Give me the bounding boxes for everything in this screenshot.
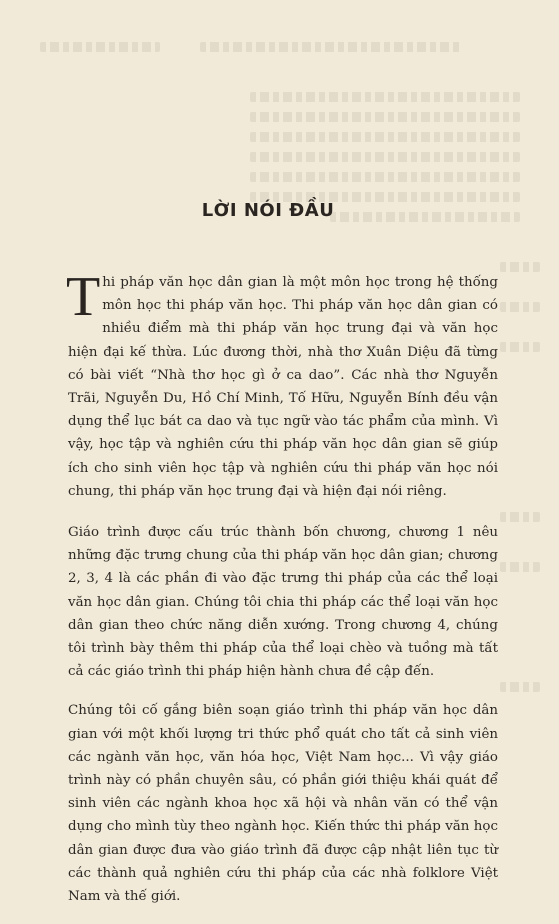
paragraph-3	[68, 699, 498, 908]
document-page	[68, 200, 498, 924]
drop-cap-letter: T	[66, 266, 101, 328]
paragraph-1-text: hi pháp văn học dân gian là một môn học trong hệ thống môn học thi pháp văn học. Thi pháp văn học dân gian có nhiều điểm mà thi pháp văn học trung đại và văn học hiện đại kế thừa. Lúc đương thời, nhà thơ Xuân Diệu đã từng có bài viết “Nhà thơ học gì ở ca dao”. Các nhà thơ Nguyễn Trãi, Nguyễn Du, Hồ Chí Minh, Tố Hữu, Nguyễn Bính đều vận dụng thể lục bát ca dao và tục ngữ vào tác phẩm của mình. Vì vậy, học tập và nghiên cứu thi pháp văn học dân gian sẽ giúp ích cho sinh viên học tập và nghiên cứu thi pháp văn học nói chung, thi pháp văn học trung đại và hiện đại nói riêng.	[68, 275, 498, 499]
paragraph-2-text: Giáo trình được cấu trúc thành bốn chương, chương 1 nêu những đặc trưng chung của thi pháp văn học dân gian; chương 2, 3, 4 là các phần đi vào đặc trưng thi pháp của các thể loại văn học dân gian. Chúng tôi chia thi pháp các thể loại văn học dân gian theo chức năng diễn xướng. Trong chương 4, chúng tôi trình bày thêm thi pháp của thể loại chèo và tuồng mà tất cả các giáo trình thi pháp hiện hành chưa đề cập đến.	[68, 525, 498, 680]
paragraph-2	[68, 521, 498, 683]
paragraph-3-text: Chúng tôi cố gắng biên soạn giáo trình thi pháp văn học dân gian với một khối lượng tri thức phổ quát cho tất cả sinh viên các ngành văn học, văn hóa học, Việt Nam học... Vì vậy giáo trình này có phần chuyên sâu, có phần giới thiệu khái quát để sinh viên các ngành khoa học xã hội và nhân văn có thể vận dụng cho mình tùy theo ngành học. Kiến thức thi pháp văn học dân gian được đưa vào giáo trình đã được cập nhật liên tục từ các thành quả nghiên cứu thi pháp của các nhà folklore Việt Nam và thế giới.	[68, 703, 498, 905]
paragraph-1	[66, 266, 498, 503]
page-title: LỜI NÓI ĐẦU	[201, 200, 335, 221]
